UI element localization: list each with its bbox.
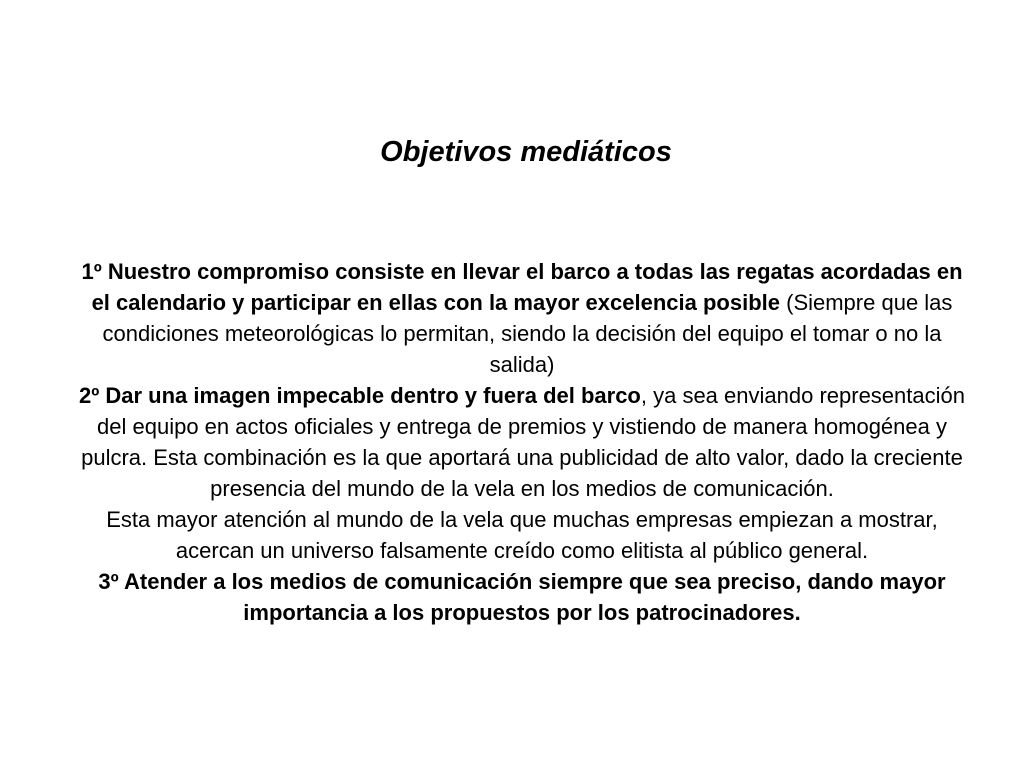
objectives-text [72, 256, 972, 628]
objective-2-continued-text: Esta mayor atención al mundo de la vela que muchas empresas empiezan a mostrar, acercan un universo falsamente creído como elitista al público general. [106, 507, 938, 563]
objective-2 [72, 380, 972, 504]
objective-1-text: (Siempre que las condiciones meteorológicas lo permitan, siendo la decisión del equipo el tomar o no la salida) [102, 290, 953, 377]
objective-3 [72, 566, 972, 628]
slide-title: Objetivos mediáticos [380, 136, 672, 168]
objective-1 [72, 256, 972, 380]
objective-3-bold: 3º Atender a los medios de comunicación siempre que sea preciso, dando mayor importancia a los propuestos por los patrocinadores. [98, 569, 946, 625]
objective-2-continued [72, 504, 972, 566]
objective-1-bold: 1º Nuestro compromiso consiste en llevar el barco a todas las regatas acordadas en el calendario y participar en ellas con la mayor excelencia posible [81, 259, 963, 315]
objective-2-bold: 2º Dar una imagen impecable dentro y fuera del barco [79, 383, 641, 408]
objective-2-text: , ya sea enviando representación del equipo en actos oficiales y entrega de premios y vistiendo de manera homogénea y pulcra. Esta combinación es la que aportará una publicidad de alto valor, dado la creciente presencia del mundo de la vela en los medios de comunicación. [81, 383, 965, 501]
